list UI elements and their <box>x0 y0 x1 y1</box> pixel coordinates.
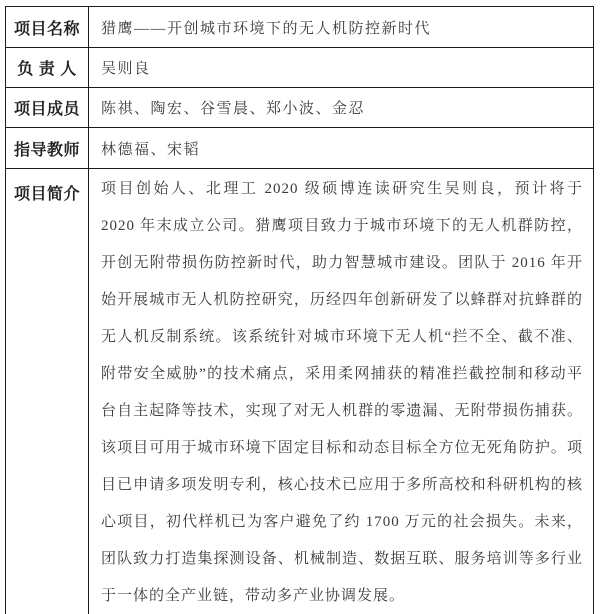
row-label-leader: 负 责 人 <box>6 48 89 88</box>
members-list-value: 陈祺、陶宏、谷雪晨、郑小波、金忍 <box>89 88 594 128</box>
table-row-leader <box>6 48 594 88</box>
project-info-table <box>5 6 594 614</box>
table-row-intro <box>6 169 594 614</box>
row-label-members: 项目成员 <box>6 88 89 128</box>
table-row-project-name <box>6 7 594 48</box>
row-label-intro: 项目简介 <box>6 169 89 614</box>
leader-name-value: 吴则良 <box>89 48 594 88</box>
row-label-advisors: 指导教师 <box>6 128 89 169</box>
project-name-value: 猎鹰——开创城市环境下的无人机防控新时代 <box>89 7 594 48</box>
project-intro-value: 项目创始人、北理工 2020 级硕博连读研究生吴则良，预计将于 2020 年末成立公司。猎鹰项目致力于城市环境下的无人机群防控，开创无附带损伤防控新时代，助力智慧城市建设。团队于 2016 年开始开展城市无人机防控研究，历经四年创新研发了以蜂群对抗蜂群的无人机反制系统。该系统针对城市环境下无人机“拦不全、截不准、附带安全威胁”的技术痛点，采用柔网捕获的精准拦截控制和移动平台自主起降等技术，实现了对无人机群的零遗漏、无附带损伤捕获。该项目可用于城市环境下固定目标和动态目标全方位无死角防护。项目已申请多项发明专利，核心技术已应用于多所高校和科研机构的核心项目，初代样机已为客户避免了约 1700 万元的社会损失。未来，团队致力打造集探测设备、机械制造、数据互联、服务培训等多行业于一体的全产业链，带动多产业协调发展。 <box>89 169 594 614</box>
advisors-list-value: 林德福、宋韬 <box>89 128 594 169</box>
table-row-advisors <box>6 128 594 169</box>
row-label-project-name: 项目名称 <box>6 7 89 48</box>
table-row-members <box>6 88 594 128</box>
